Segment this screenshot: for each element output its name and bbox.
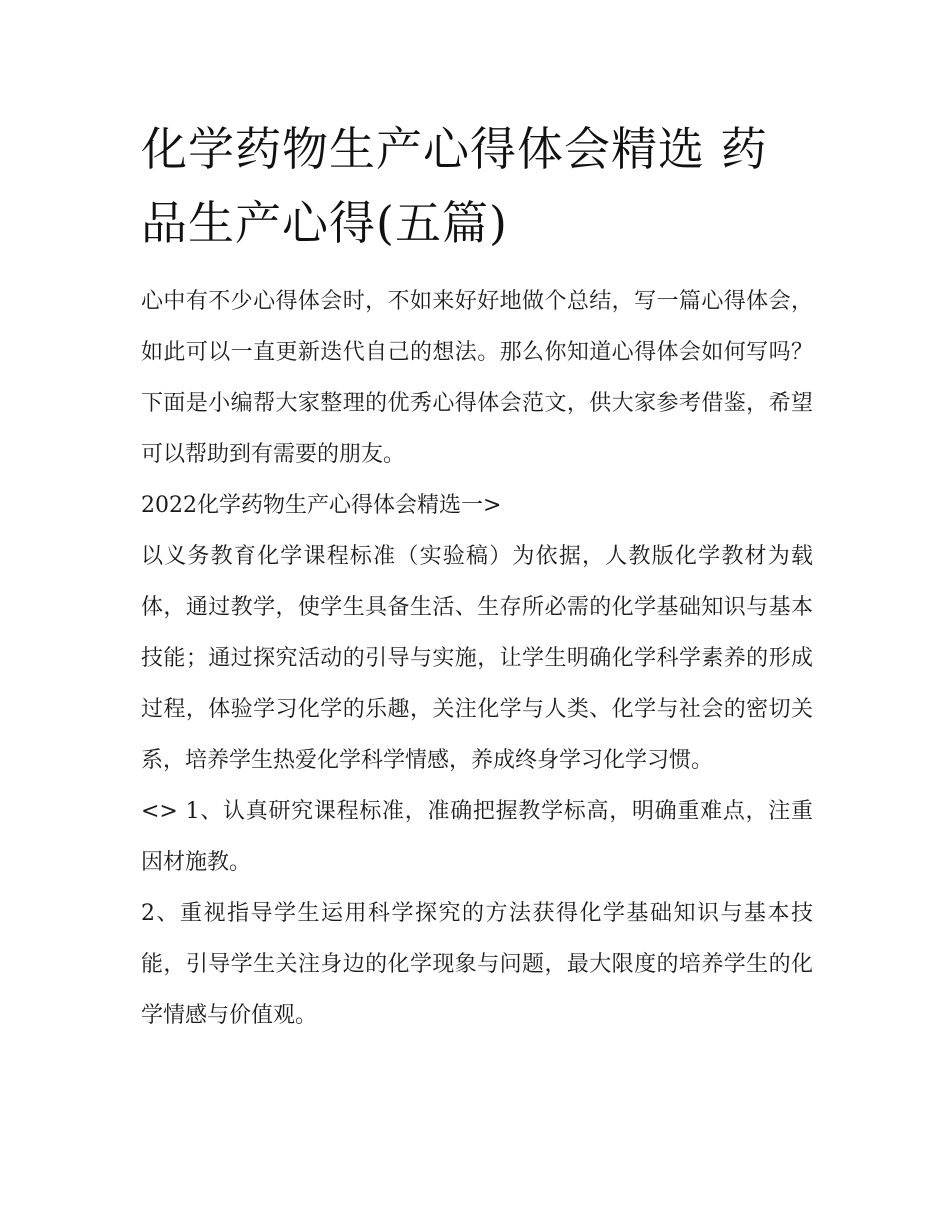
document-body [141,112,813,1041]
body-paragraph: 2、重视指导学生运用科学探究的方法获得化学基础知识与基本技能，引导学生关注身边的化学现象与问题，最大限度的培养学生的化学情感与价值观。 [141,901,813,1028]
section-heading: 2022化学药物生产心得体会精选一> [141,493,502,518]
document-title: 化学药物生产心得体会精选 药品生产心得(五篇) [141,122,768,250]
body-paragraph: <> 1、认真研究课程标准，准确把握教学标高，明确重难点，注重因材施教。 [141,799,813,875]
intro-paragraph: 心中有不少心得体会时，不如来好好地做个总结，写一篇心得体会，如此可以一直更新迭代自己的想法。那么你知道心得体会如何写吗？下面是小编帮大家整理的优秀心得体会范文，供大家参考借鉴，希望可以帮助到有需要的朋友。 [141,289,813,467]
body-paragraph: 以义务教育化学课程标准（实验稿）为依据，人教版化学教材为载体，通过教学，使学生具备生活、生存所必需的化学基础知识与基本技能；通过探究活动的引导与实施，让学生明确化学科学素养的形成过程，体验学习化学的乐趣，关注化学与人类、化学与社会的密切关系，培养学生热爱化学科学情感，养成终身学习化学习惯。 [141,544,813,773]
